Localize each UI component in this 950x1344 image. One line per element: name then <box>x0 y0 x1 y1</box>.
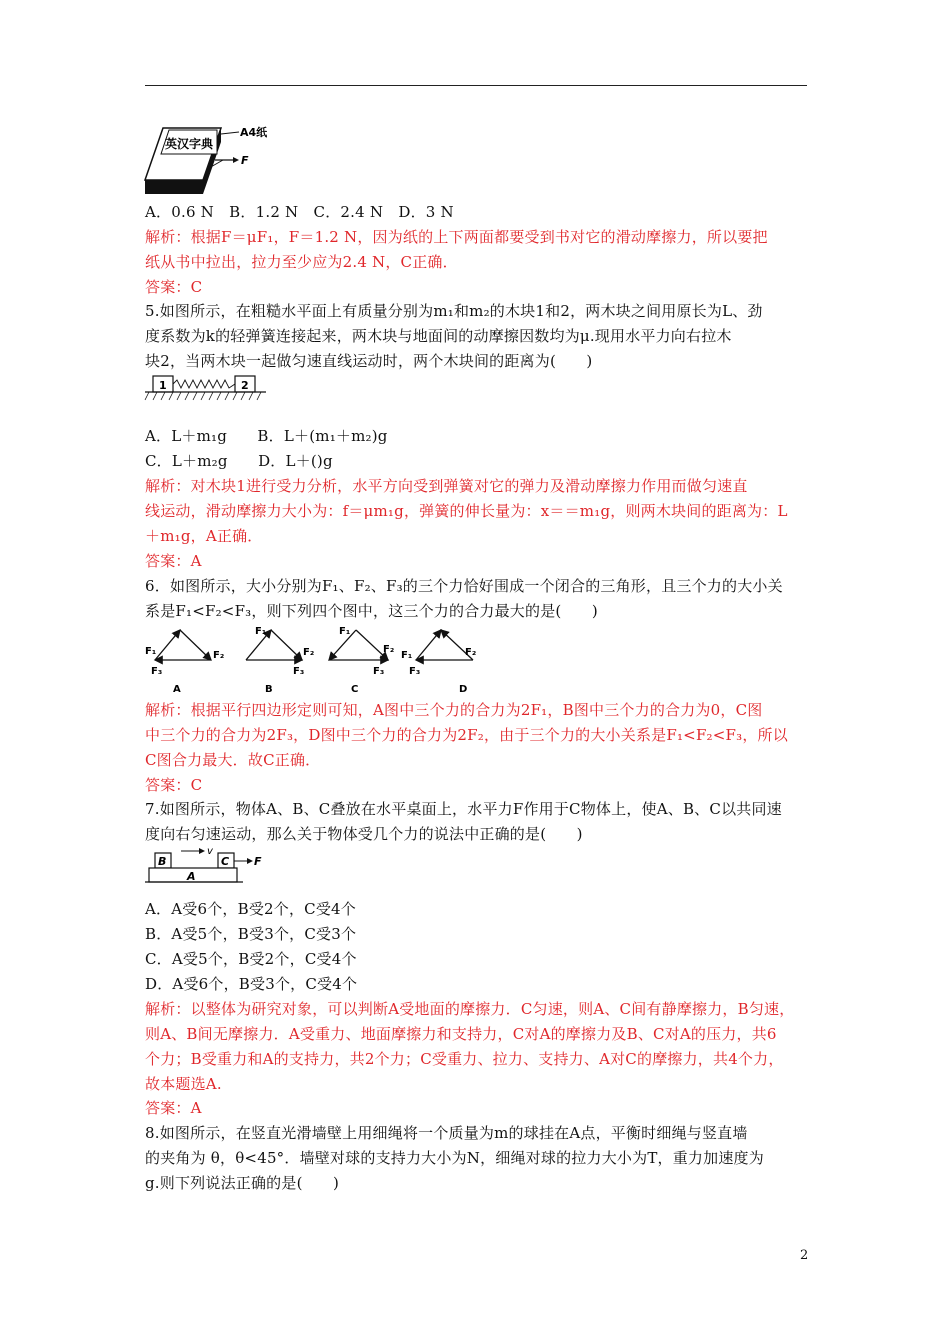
q5-analysis-2: 线运动，滑动摩擦力大小为：f＝μm₁g，弹簧的伸长量为：x＝＝m₁g，则两木块间的距离为：L <box>145 502 788 520</box>
book-figure <box>143 120 283 198</box>
q7-option-b: B．A受5个，B受3个，C受3个 <box>145 925 357 943</box>
tri-c-label: C <box>351 684 359 695</box>
block-c-label: C <box>221 855 230 868</box>
tri-d-f2: F₂ <box>465 647 477 658</box>
q6-analysis-3: C图合力最大．故C正确． <box>145 751 321 769</box>
q5-stem-2: 度系数为k的轻弹簧连接起来，两木块与地面间的动摩擦因数均为μ.现用水平力向右拉木 <box>145 327 732 345</box>
tri-a-f1: F₁ <box>145 646 157 657</box>
tri-d-f1: F₁ <box>401 650 413 661</box>
tri-a-f2: F₂ <box>213 650 225 661</box>
spring-figure <box>143 374 268 404</box>
q7-option-a: A．A受6个，B受2个，C受4个 <box>145 900 356 918</box>
q5-options-2: C．L＋m₂g D．L＋()g <box>145 452 333 470</box>
q6-stem-2: 系是F₁<F₂<F₃，则下列四个图中，这三个力的合力最大的是( ) <box>145 602 598 620</box>
q6-answer: 答案：C <box>145 776 203 794</box>
page-number: 2 <box>800 1248 809 1263</box>
q7-option-c: C．A受5个，B受2个，C受4个 <box>145 950 357 968</box>
tri-a-f3: F₃ <box>151 666 163 677</box>
q7-analysis-1: 解析：以整体为研究对象，可以判断A受地面的摩擦力．C匀速，则A、C间有静摩擦力，B匀速， <box>145 1000 795 1018</box>
block-b-label: B <box>158 855 167 868</box>
block-1-label: 1 <box>159 379 167 392</box>
book-label: 英汉字典 <box>165 137 214 151</box>
q6-analysis-1: 解析：根据平行四边形定则可知，A图中三个力的合力为2F₁，B图中三个力的合力为0，C图 <box>145 701 763 719</box>
q6-stem-1: 6．如图所示，大小分别为F₁、F₂、F₃的三个力恰好围成一个闭合的三角形，且三个力的大小关 <box>145 577 783 595</box>
q4-answer: 答案：C <box>145 278 203 296</box>
q5-stem-3: 块2，当两木块一起做匀速直线运动时，两个木块间的距离为( ) <box>145 352 593 370</box>
q5-analysis-3: ＋m₁g，A正确． <box>145 527 263 545</box>
tri-c-f3: F₃ <box>373 666 385 677</box>
tri-b-f3: F₃ <box>293 666 305 677</box>
q4-analysis-2: 纸从书中拉出，拉力至少应为2.4 N，C正确． <box>145 253 458 271</box>
velocity-label: v <box>207 846 213 857</box>
force-f-label: F <box>254 855 262 868</box>
tri-b-f1: F₁ <box>255 626 267 637</box>
tri-b-label: B <box>265 684 273 695</box>
tri-d-label: D <box>459 684 468 695</box>
tri-c-f2: F₂ <box>383 644 395 655</box>
q5-stem-1: 5.如图所示，在粗糙水平面上有质量分别为m₁和m₂的木块1和2，两木块之间用原长为L、劲 <box>145 302 763 320</box>
q7-answer: 答案：A <box>145 1099 202 1117</box>
q7-analysis-4: 故本题选A. <box>145 1075 222 1093</box>
header-rule <box>145 85 807 86</box>
q4-options: A．0.6 N B．1.2 N C．2.4 N D．3 N <box>145 203 454 221</box>
q5-answer: 答案：A <box>145 552 202 570</box>
q7-stem-1: 7.如图所示，物体A、B、C叠放在水平桌面上，水平力F作用于C物体上，使A、B、C以共同速 <box>145 800 782 818</box>
q8-stem-2: 的夹角为 θ，θ<45°．墙壁对球的支持力大小为N，细绳对球的拉力大小为T，重力加速度为 <box>145 1149 764 1167</box>
q7-stem-2: 度向右匀速运动，那么关于物体受几个力的说法中正确的是( ) <box>145 825 583 843</box>
q7-analysis-2: 则A、B间无摩擦力．A受重力、地面摩擦力和支持力，C对A的摩擦力及B、C对A的压力，共6 <box>145 1025 777 1043</box>
paper-label: A4纸 <box>240 126 268 139</box>
q7-option-d: D．A受6个，B受3个，C受4个 <box>145 975 358 993</box>
q5-options-1: A．L＋m₁g B．L＋(m₁＋m₂)g <box>145 427 388 445</box>
tri-c-f1: F₁ <box>339 626 351 637</box>
triangles-figure <box>143 622 488 696</box>
q4-analysis-1: 解析：根据F＝μF₁，F＝1.2 N，因为纸的上下两面都要受到书对它的滑动摩擦力，所以要把 <box>145 228 768 246</box>
q7-analysis-3: 个力；B受重力和A的支持力，共2个力；C受重力、拉力、支持力、A对C的摩擦力，共4个力， <box>145 1050 784 1068</box>
q6-analysis-2: 中三个力的合力为2F₃，D图中三个力的合力为2F₂，由于三个力的大小关系是F₁<F₂<F₃，所以 <box>145 726 788 744</box>
q8-stem-3: g.则下列说法正确的是( ) <box>145 1174 340 1192</box>
tri-a-label: A <box>173 684 181 695</box>
block-2-label: 2 <box>241 379 249 392</box>
force-label: F <box>241 154 249 167</box>
q5-analysis-1: 解析：对木块1进行受力分析，水平方向受到弹簧对它的弹力及滑动摩擦力作用而做匀速直 <box>145 477 748 495</box>
block-a-label: A <box>187 870 196 883</box>
tri-b-f2: F₂ <box>303 647 315 658</box>
blocks-figure <box>143 843 268 889</box>
tri-d-f3: F₃ <box>409 666 421 677</box>
q8-stem-1: 8.如图所示，在竖直光滑墙壁上用细绳将一个质量为m的球挂在A点，平衡时细绳与竖直墙 <box>145 1124 748 1142</box>
